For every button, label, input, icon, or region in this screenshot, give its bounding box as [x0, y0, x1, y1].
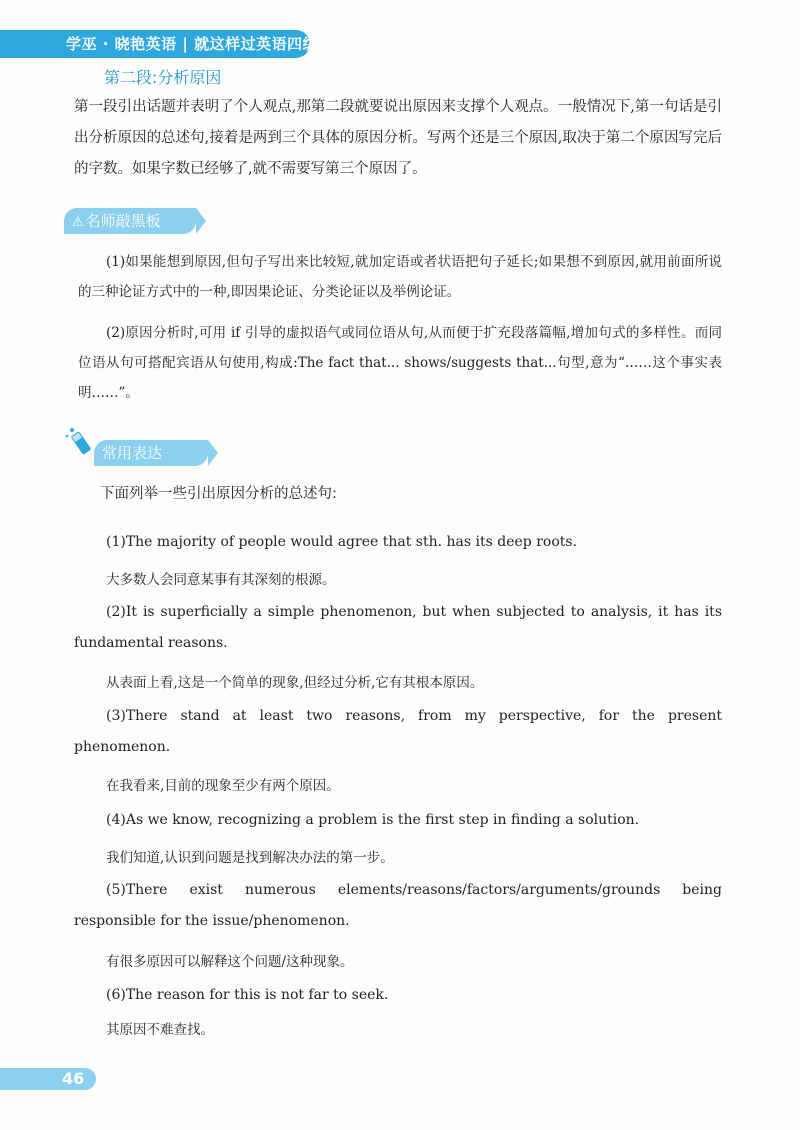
tip-item-2: (2)原因分析时,可用 if 引导的虚拟语气或同位语从句,从而便于扩充段落篇幅,增加句式的多样性。而同位语从句可搭配宾语从句使用,构成:The fact that... shows/suggests that...句型,意为“……这个事实表明……”。	[78, 325, 722, 401]
expression-zh-1: 大多数人会同意某事有其深刻的根源。	[106, 572, 336, 588]
warning-icon: ⚠	[72, 215, 84, 230]
expression-zh-6: 其原因不难查找。	[106, 1022, 214, 1038]
expression-zh-5: 有很多原因可以解释这个问题/这种现象。	[106, 954, 354, 970]
pen-icon	[64, 424, 98, 458]
tips-label	[64, 208, 196, 234]
expressions-intro: 下面列举一些引出原因分析的总述句:	[100, 486, 337, 502]
section-title: 第二段:分析原因	[104, 68, 222, 87]
expression-en-4: (4)As we know, recognizing a problem is the first step in finding a solution.	[106, 812, 640, 828]
expressions-label: 常用表达	[94, 440, 208, 466]
expression-en-5: (5)There exist numerous elements/reasons/factors/arguments/grounds being responsible for the issue/phenomenon.	[74, 882, 722, 929]
expression-en-6: (6)The reason for this is not far to seek.	[106, 987, 389, 1003]
tip-item-1: (1)如果能想到原因,但句子写出来比较短,就加定语或者状语把句子延长;如果想不到原因,就用前面所说的三种论证方式中的一种,即因果论证、分类论证以及举例论证。	[78, 254, 722, 300]
expression-zh-4: 我们知道,认识到问题是找到解决办法的第一步。	[106, 850, 394, 866]
running-header: 学巫 · 晓艳英语 | 就这样过英语四级	[66, 35, 319, 53]
page-number: 46	[62, 1069, 85, 1088]
section-body: 第一段引出话题并表明了个人观点,那第二段就要说出原因来支撑个人观点。一般情况下,第一句话是引出分析原因的总述句,接着是两到三个具体的原因分析。写两个还是三个原因,取决于第二个原因写完后的字数。如果字数已经够了,就不需要写第三个原因了。	[74, 99, 722, 177]
tips-label-text: 名师敲黑板	[85, 212, 161, 230]
expression-zh-2: 从表面上看,这是一个简单的现象,但经过分析,它有其根本原因。	[106, 675, 484, 691]
expression-en-1: (1)The majority of people would agree that sth. has its deep roots.	[106, 534, 578, 550]
expression-zh-3: 在我看来,目前的现象至少有两个原因。	[106, 778, 340, 794]
expression-en-3: (3)There stand at least two reasons, from my perspective, for the present phenomenon.	[74, 708, 722, 755]
expressions-tab-tail	[208, 440, 218, 466]
expression-en-2: (2)It is superficially a simple phenomenon, but when subjected to analysis, it has its fundamental reasons.	[74, 604, 722, 651]
tips-tab-tail	[196, 208, 206, 234]
